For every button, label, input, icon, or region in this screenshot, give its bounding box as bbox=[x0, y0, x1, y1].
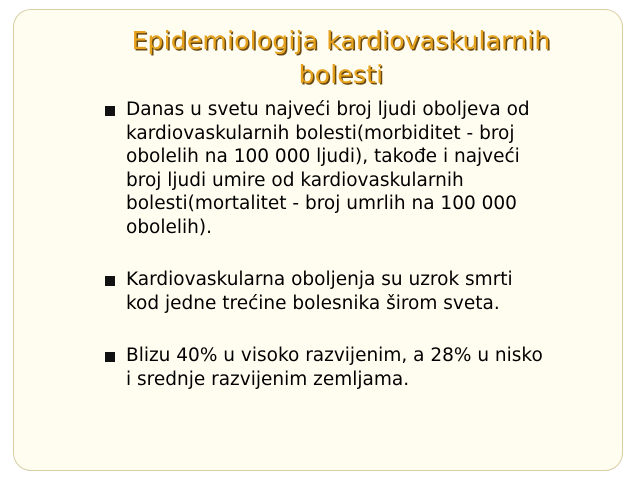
bullet-2-line-2: kod jedne trećine bolesnika širom sveta. bbox=[126, 292, 500, 314]
bullet-3-line-1: Blizu 40% u visoko razvijenim, a 28% u nisko bbox=[126, 345, 543, 366]
bullet-1-line-3: obolelih na 100 000 ljudi), takođe i najveći bbox=[126, 146, 520, 167]
bullet-square-icon bbox=[105, 276, 115, 286]
bullet-1-line-4: broj ljudi umire od kardiovaskularnih bbox=[126, 169, 464, 191]
bullet-item-2 bbox=[102, 268, 622, 315]
bullet-1-line-6: obolelih). bbox=[126, 216, 213, 238]
bullet-3-line-2: i srednje razvijenim zemljama. bbox=[126, 368, 410, 390]
bullet-square-icon bbox=[105, 352, 115, 362]
bullet-2-line-1: Kardiovaskularna oboljenja su uzrok smrti bbox=[126, 269, 513, 290]
title-line-2: bolesti bbox=[298, 60, 384, 89]
slide-title bbox=[96, 24, 586, 92]
bullet-square-icon bbox=[105, 106, 115, 116]
bullet-item-1 bbox=[102, 98, 622, 239]
title-line-1: Epidemiologija kardiovaskularnih bbox=[131, 26, 551, 55]
bullet-1-line-5: bolesti(mortalitet - broj umrlih na 100 000 bbox=[126, 193, 517, 214]
bullet-list bbox=[102, 98, 622, 391]
bullet-1-line-2: kardiovaskularnih bolesti(morbiditet - broj bbox=[126, 122, 515, 144]
bullet-1-line-1: Danas u svetu najveći broj ljudi oboljeva od bbox=[126, 99, 530, 120]
bullet-item-3 bbox=[102, 344, 622, 391]
